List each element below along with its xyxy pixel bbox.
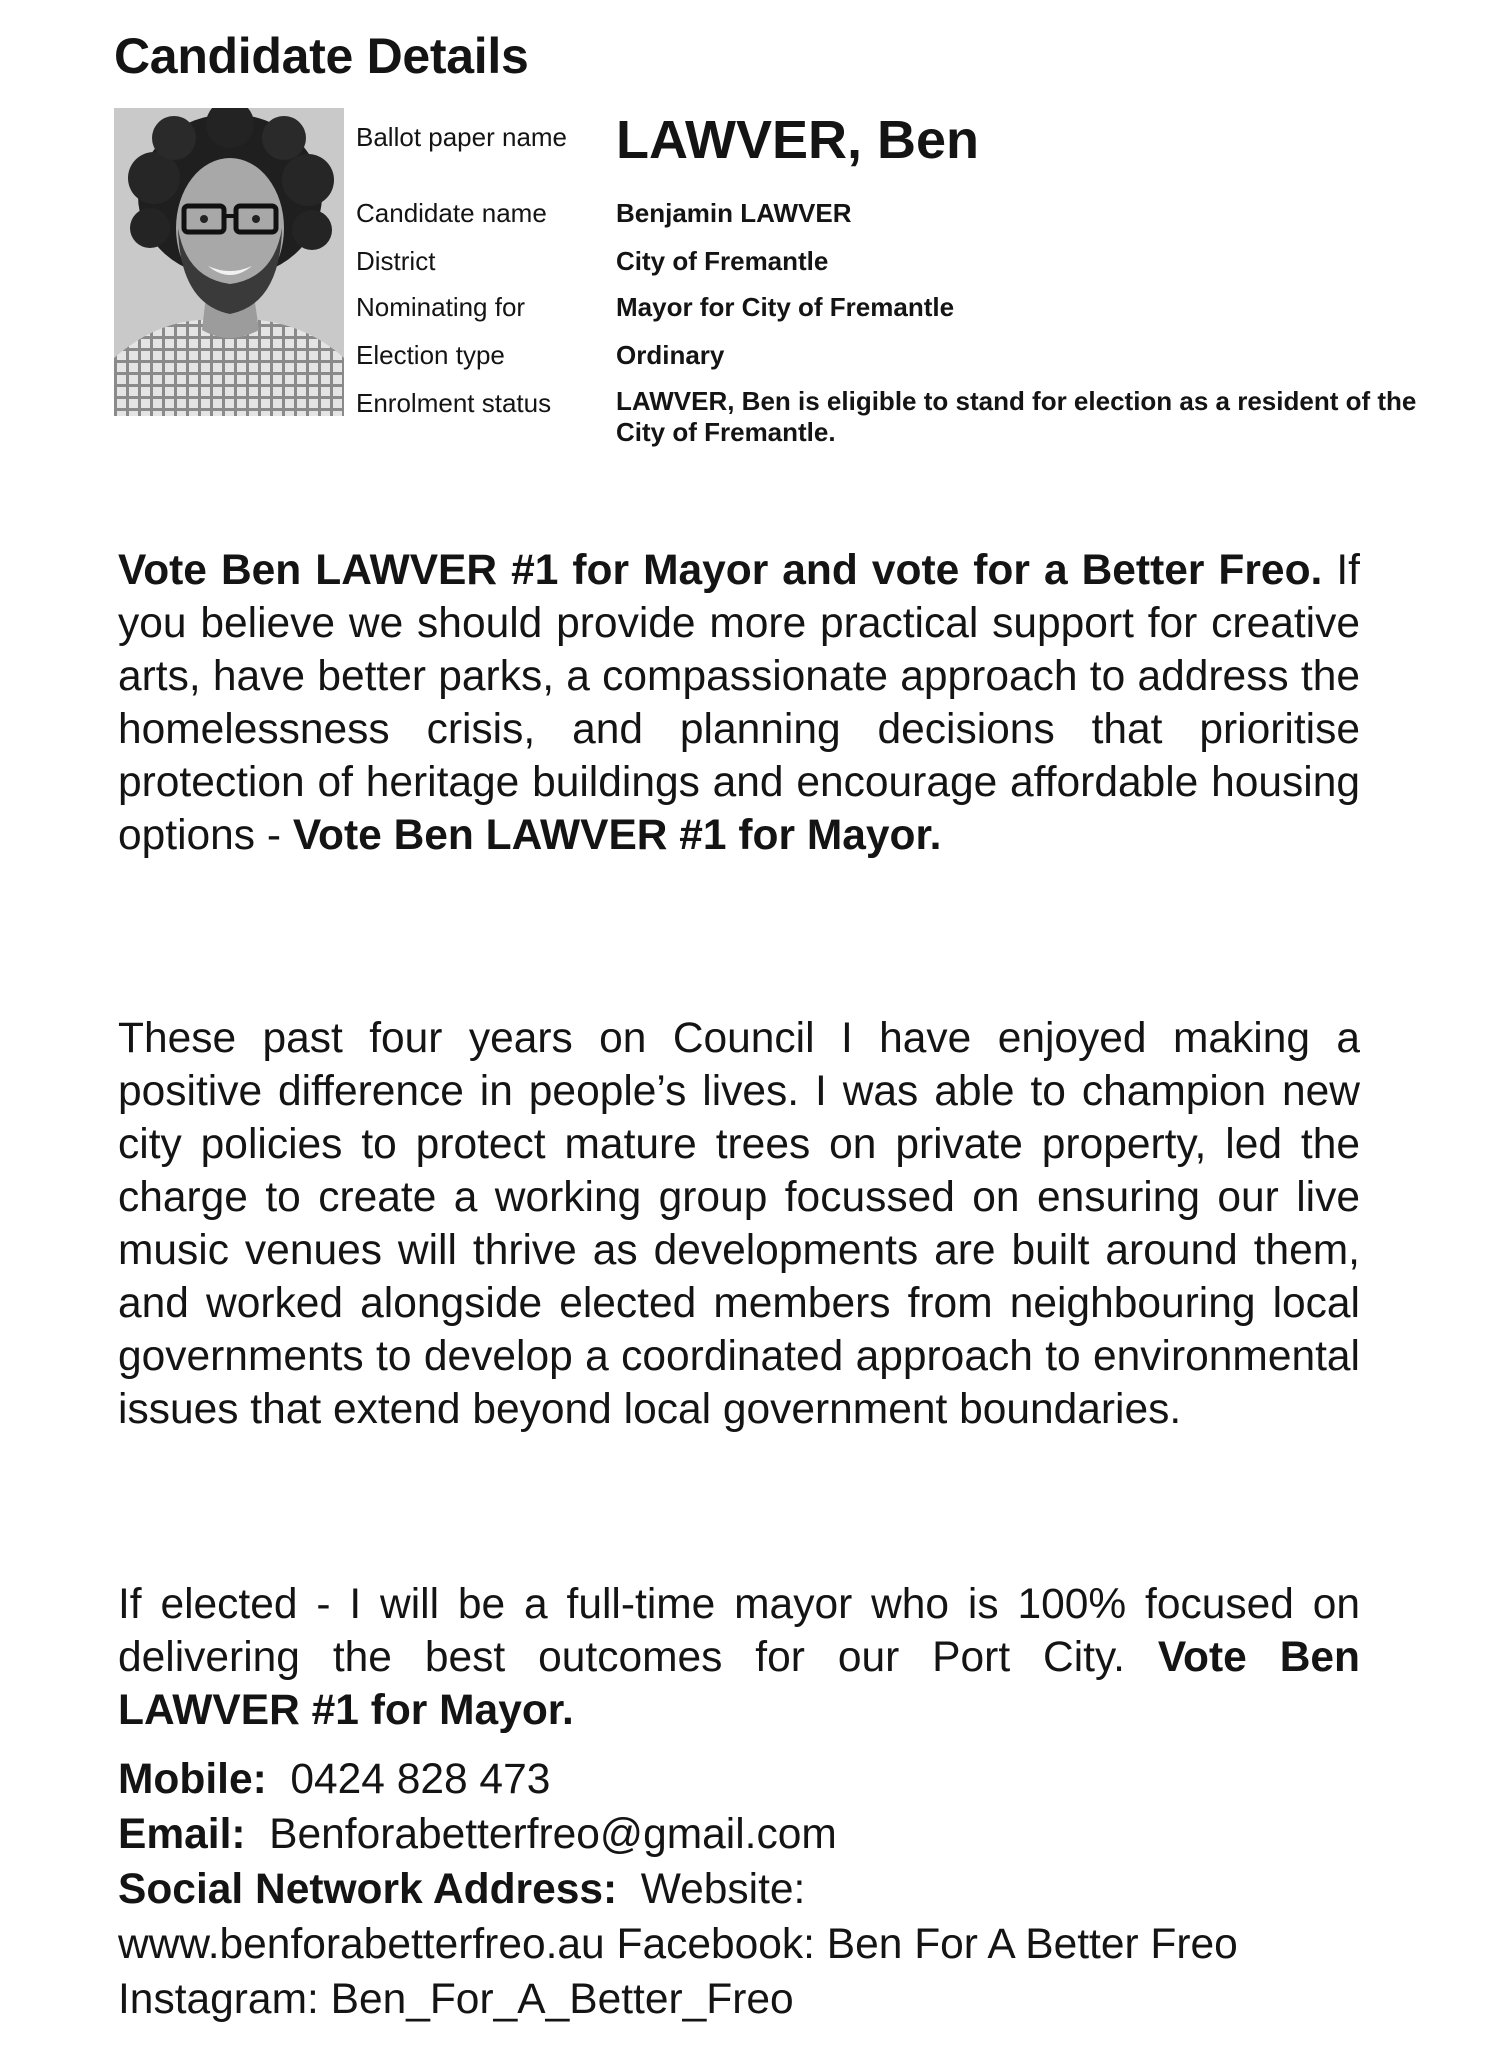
page-title: Candidate Details [114, 28, 529, 84]
instagram-label: Instagram: [118, 1976, 319, 2023]
nominating-for-label: Nominating for [356, 292, 526, 322]
mobile-line [118, 1752, 1418, 1807]
election-type-value: Ordinary [616, 340, 725, 370]
statement-paragraph-3 [118, 1578, 1360, 1737]
statement-1-bold-start: Vote Ben LAWVER #1 for Mayor and vote for a Better Freo. [118, 547, 1323, 594]
candidate-name-label: Candidate name [356, 198, 547, 228]
statement-paragraph-1 [118, 544, 1360, 862]
statement-3-bold-end: Vote Ben LAWVER #1 for Mayor. [118, 1634, 1360, 1734]
nominating-for-value: Mayor for City of Fremantle [616, 292, 955, 322]
website-value: www.benforabetterfreo.au [118, 1921, 605, 1968]
contact-details [118, 1752, 1418, 2027]
district-value: City of Fremantle [616, 246, 829, 276]
instagram-line [118, 1972, 1418, 2027]
statement-2-text: These past four years on Council I have enjoyed making a positive difference in people’s lives. I was able to champion new city policies to protect mature trees on private property, led the charge to create a working group focussed on ensuring our live music venues will thrive as developments are built around them, and worked alongside elected members from neighbouring local governments to develop a coordinated approach to environmental issues that extend beyond local government boundaries. [118, 1015, 1360, 1433]
social-label: Social Network Address: [118, 1866, 618, 1913]
statement-paragraph-2 [118, 1012, 1360, 1436]
email-value: Benforabetterfreo@gmail.com [269, 1811, 837, 1858]
statement-3-text: If elected - I will be a full-time mayor who is 100% focused on delivering the best outcomes for our Port City. [118, 1581, 1360, 1681]
instagram-value: Ben_For_A_Better_Freo [330, 1976, 794, 2023]
statement-1-text: If you believe we should provide more practical support for creative arts, have better parks, a compassionate approach to address the homelessness crisis, and planning decisions that prioritise protection of heritage buildings and encourage affordable housing options - [118, 547, 1360, 859]
facebook-label: Facebook: [616, 1921, 815, 1968]
district-label: District [356, 246, 436, 276]
email-line [118, 1807, 1418, 1862]
mobile-label: Mobile: [118, 1756, 267, 1803]
ballot-paper-name-value: LAWVER, Ben [616, 110, 980, 170]
mobile-value: 0424 828 473 [290, 1756, 551, 1803]
candidate-name-value: Benjamin LAWVER [616, 198, 852, 228]
ballot-paper-name-label: Ballot paper name [356, 122, 568, 152]
statement-1-bold-end: Vote Ben LAWVER #1 for Mayor. [292, 812, 942, 859]
election-type-label: Election type [356, 340, 505, 370]
website-facebook-line [118, 1917, 1418, 1972]
enrolment-status-value: LAWVER, Ben is eligible to stand for election as a resident of the City of Fremantle. [616, 386, 1417, 447]
website-label: Website: [640, 1866, 806, 1913]
candidate-photo [114, 108, 344, 416]
facebook-value: Ben For A Better Freo [826, 1921, 1238, 1968]
enrolment-status-label: Enrolment status [356, 388, 552, 418]
social-line [118, 1862, 1418, 1917]
email-label: Email: [118, 1811, 246, 1858]
